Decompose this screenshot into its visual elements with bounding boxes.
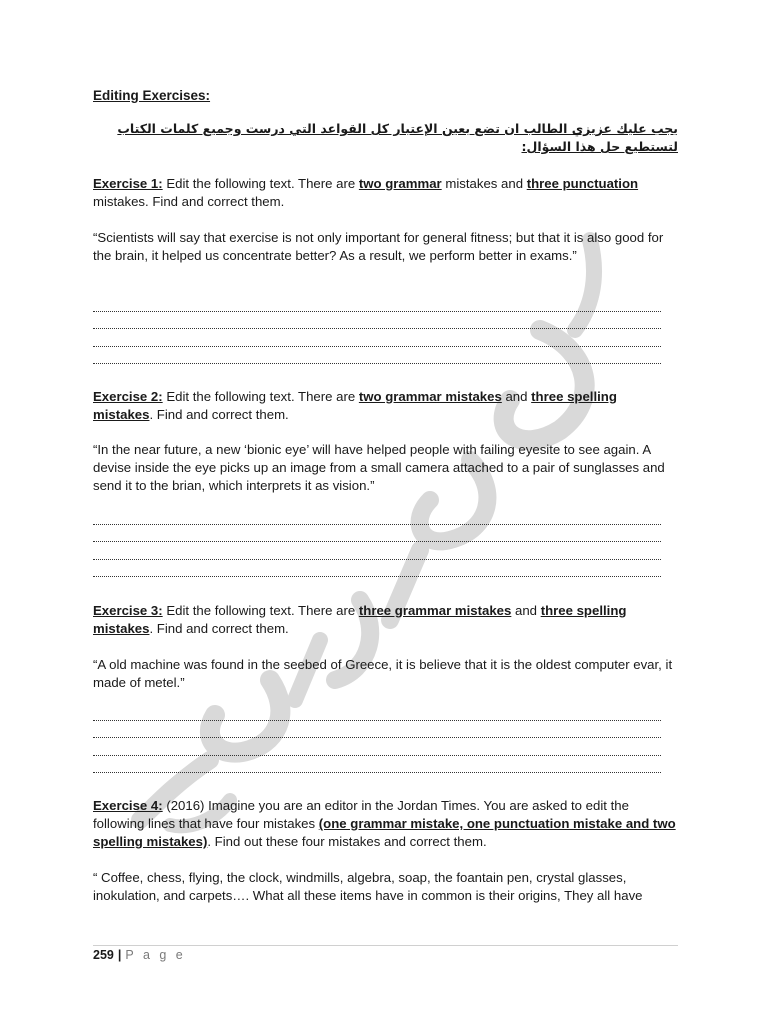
- exercise-2-answer-lines: [93, 507, 661, 577]
- instruction-text: . Find and correct them.: [149, 621, 289, 636]
- exercise-2-instruction: [93, 388, 678, 424]
- highlight-text: three punctuation: [526, 176, 639, 191]
- footer-divider: [93, 945, 678, 946]
- instruction-text: and: [511, 603, 541, 618]
- exercise-3-instruction: [93, 602, 678, 638]
- document-page: [93, 0, 678, 1024]
- exercise-1-passage: “Scientists will say that exercise is not only important for general fitness; but that it is also good for the brain, it helped us concentrate better? As a result, we perform better in exams.”: [93, 230, 664, 263]
- answer-line: [93, 329, 661, 347]
- exercise-label: Exercise 2:: [93, 389, 163, 404]
- exercise-label: Exercise 1:: [93, 176, 163, 191]
- highlight-text: (one grammar mistake, one punctuation mistake and two spelling mistakes): [93, 816, 676, 849]
- answer-line: [93, 703, 661, 721]
- instruction-text: and: [501, 389, 532, 404]
- instruction-text: . Find out these four mistakes and correct them.: [207, 834, 487, 849]
- answer-line: [93, 560, 661, 578]
- answer-line: [93, 721, 661, 739]
- footer-separator: |: [117, 948, 122, 962]
- exercise-4-instruction: [93, 797, 678, 851]
- highlight-text: two grammar mistakes: [358, 389, 502, 404]
- exercise-3-passage: “A old machine was found in the seebed of Greece, it is believe that it is the oldest computer evar, it made of metel.”: [93, 657, 673, 690]
- answer-line: [93, 347, 661, 365]
- exercise-label: Exercise 4:: [93, 798, 163, 813]
- answer-line: [93, 738, 661, 756]
- answer-line: [93, 756, 661, 774]
- page-label: P a g e: [125, 948, 186, 962]
- exercise-label: Exercise 3:: [93, 603, 163, 618]
- answer-line: [93, 294, 661, 312]
- instruction-text: Edit the following text. There are: [162, 389, 359, 404]
- highlight-text: three grammar mistakes: [358, 603, 512, 618]
- instruction-text: mistakes. Find and correct them.: [93, 194, 285, 209]
- instruction-text: . Find and correct them.: [149, 407, 289, 422]
- answer-line: [93, 542, 661, 560]
- highlight-text: two grammar: [358, 176, 442, 191]
- highlight-text: three spelling mistakes: [93, 603, 627, 636]
- instruction-text: Edit the following text. There are: [162, 176, 359, 191]
- instruction-text: (2016) Imagine you are an editor in the Jordan Times. You are asked to edit the following lines that have four mistakes: [93, 798, 629, 831]
- arabic-instruction: يجب عليك عزيزي الطالب ان تضع بعين الإعتبار كل القواعد التي درست وجميع كلمات الكتاب لتستطيع حل هذا السؤال:: [117, 121, 678, 154]
- instruction-text: Edit the following text. There are: [162, 603, 359, 618]
- highlight-text: three spelling mistakes: [93, 389, 617, 422]
- answer-line: [93, 507, 661, 525]
- page-title: Editing Exercises:: [93, 88, 211, 103]
- exercise-4-passage: “ Coffee, chess, flying, the clock, windmills, algebra, soap, the foantain pen, crystal glasses, inokulation, and carpets…. What all these items have in common is their origins, They all have: [93, 870, 643, 903]
- answer-line: [93, 312, 661, 330]
- page-number: 259: [93, 948, 114, 962]
- page-footer: [93, 948, 186, 962]
- exercise-2-passage: “In the near future, a new ‘bionic eye’ will have helped people with failing eyesite to see again. A devise inside the eye picks up an image from a small camera attached to a pair of sunglasses and send it to the brian, which interprets it as vision.”: [93, 442, 665, 493]
- exercise-3-answer-lines: [93, 703, 661, 773]
- instruction-text: mistakes and: [441, 176, 527, 191]
- exercise-1-instruction: [93, 175, 678, 211]
- exercise-1-answer-lines: [93, 294, 661, 364]
- answer-line: [93, 525, 661, 543]
